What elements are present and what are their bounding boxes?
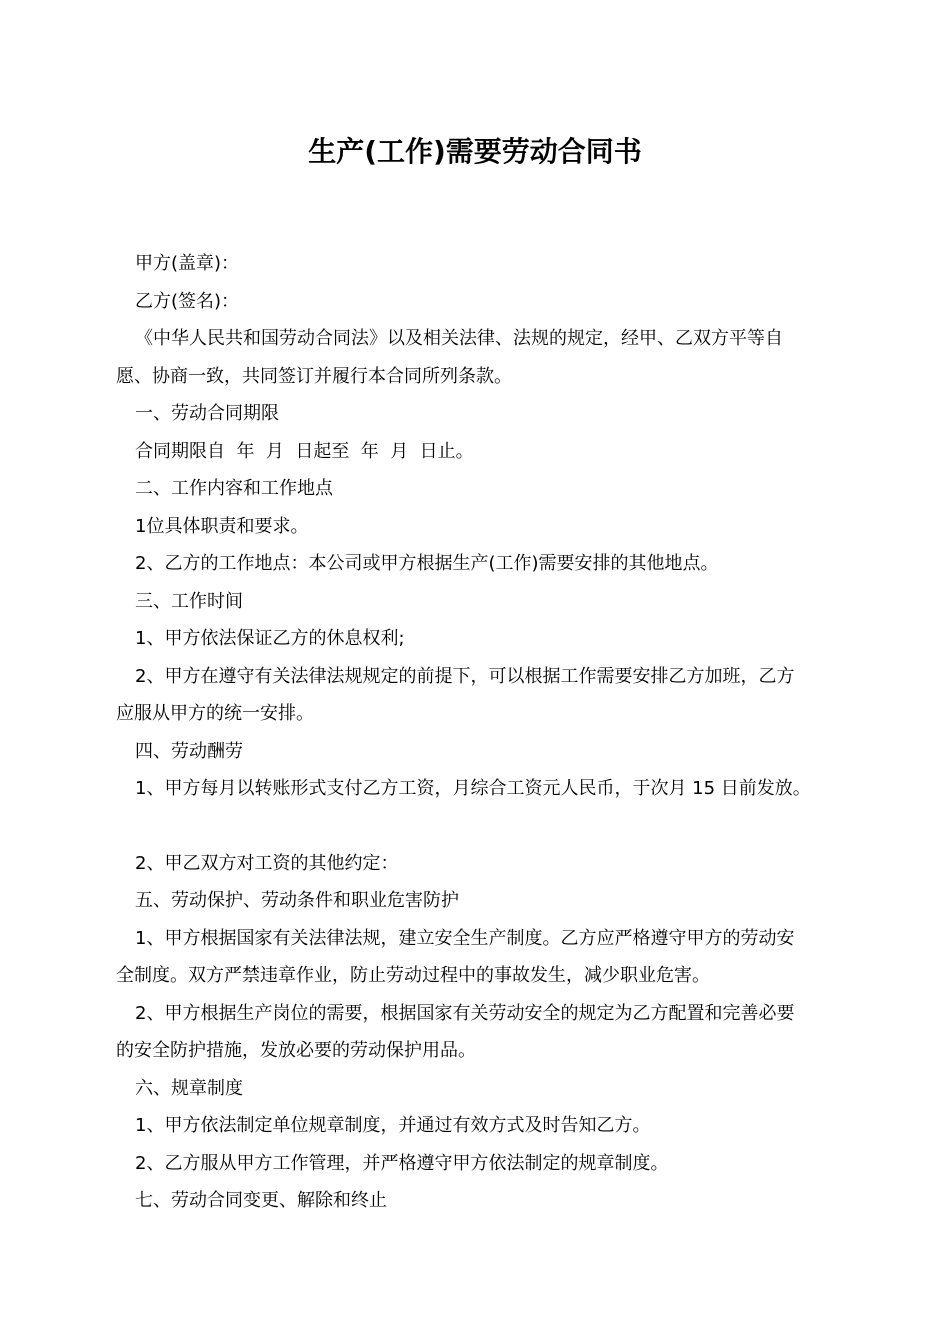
section-4-heading: 四、劳动酬劳 [135,740,243,762]
section-3-item-2-line-1: 2、甲方在遵守有关法律法规规定的前提下，可以根据工作需要安排乙方加班，乙方 [135,665,795,687]
contract-term-line: 合同期限自 年 月 日起至 年 月 日止。 [135,440,474,462]
section-4-item-1: 1、甲方每月以转账形式支付乙方工资，月综合工资元人民币，于次月 15 日前发放。 [135,778,811,799]
party-b-line: 乙方(签名)： [135,290,240,312]
intro-line-1: 《中华人民共和国劳动合同法》以及相关法律、法规的规定，经甲、乙双方平等自 [135,328,783,349]
section-5-item-2-line-1: 2、甲方根据生产岗位的需要，根据国家有关劳动安全的规定为乙方配置和完善必要 [135,1002,795,1024]
party-a-line: 甲方(盖章)： [135,253,240,274]
section-6-heading: 六、规章制度 [135,1077,243,1099]
paragraph-gap [116,808,846,845]
section-2-item-2: 2、乙方的工作地点：本公司或甲方根据生产(工作)需要安排的其他地点。 [135,553,719,574]
section-3-heading: 三、工作时间 [135,590,243,612]
section-1-heading: 一、劳动合同期限 [135,403,279,424]
section-3-item-1: 1、甲方依法保证乙方的休息权利; [135,628,405,649]
section-7-heading: 七、劳动合同变更、解除和终止 [135,1190,387,1211]
section-2-heading: 二、工作内容和工作地点 [135,478,333,499]
section-4-item-2: 2、甲乙双方对工资的其他约定： [135,852,399,874]
section-5-heading: 五、劳动保护、劳动条件和职业危害防护 [135,890,459,911]
document-title: 生产(工作)需要劳动合同书 [308,135,642,168]
section-5-item-1-line-1: 1、甲方根据国家有关法律法规，建立安全生产制度。乙方应严格遵守甲方的劳动安 [135,927,795,949]
section-5-item-2-line-2: 的安全防护措施，发放必要的劳动保护用品。 [116,1040,476,1061]
section-2-item-1: 1位具体职责和要求。 [135,515,309,537]
intro-line-2: 愿、协商一致，共同签订并履行本合同所列条款。 [116,365,512,387]
section-6-item-1: 1、甲方依法制定单位规章制度，并通过有效方式及时告知乙方。 [135,1115,651,1136]
section-3-item-2-line-2: 应服从甲方的统一安排。 [116,703,314,724]
section-6-item-2: 2、乙方服从甲方工作管理，并严格遵守甲方依法制定的规章制度。 [135,1152,669,1174]
section-5-item-1-line-2: 全制度。双方严禁违章作业，防止劳动过程中的事故发生，减少职业危害。 [116,965,710,986]
document-body [116,245,846,1220]
